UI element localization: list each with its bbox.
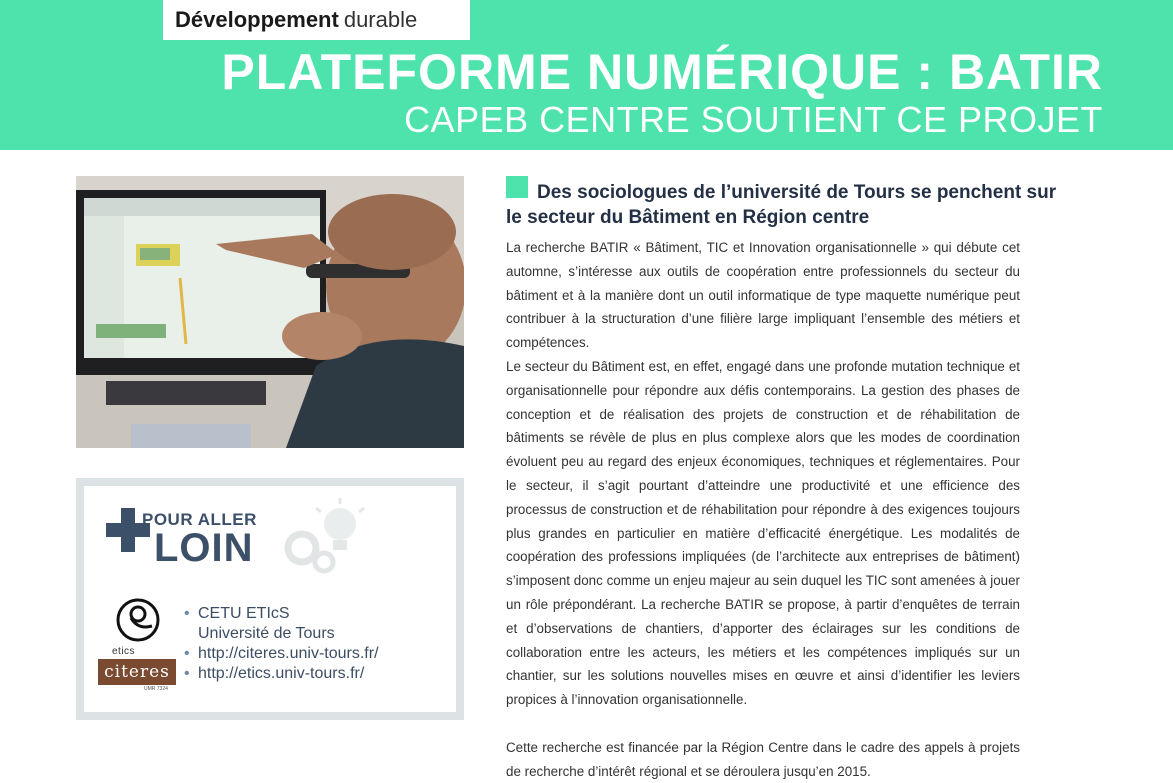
loin-label: LOIN: [154, 526, 254, 570]
citeres-logo: [98, 659, 176, 685]
article-photo: [76, 176, 464, 448]
citeres-logo-sub: UMR 7324: [144, 686, 168, 692]
article-paragraph: La recherche BATIR « Bâtiment, TIC et Innovation organisationnelle » qui débute cet automne, s’intéresse aux outils de coopération entre professionnels du secteur du bâtiment et à la manière dont un outil informatique de type maquette numérique peut contribuer à la structuration d’une filière large impliquant l’ensemble des métiers et compétences.: [506, 240, 1020, 351]
resources-list: [184, 604, 379, 684]
list-item: Université de Tours: [198, 625, 335, 642]
citeres-link[interactable]: • http://citeres.univ-tours.fr/: [184, 644, 379, 664]
article-body: [506, 236, 1020, 783]
photo-illustration: [76, 176, 464, 448]
article-title: Des sociologues de l’université de Tours se penchent sur le secteur du Bâtiment en Région centre: [506, 182, 1057, 228]
etics-logo-text: etics: [112, 646, 136, 657]
pour-aller-label: POUR ALLER: [142, 510, 257, 529]
etics-link[interactable]: • http://etics.univ-tours.fr/: [184, 664, 379, 684]
further-reading-box: [76, 478, 464, 720]
page-title: PLATEFORME NUMÉRIQUE : BATIR: [221, 44, 1103, 100]
gears-lightbulb-icon: [280, 496, 372, 576]
article-paragraph: Cette recherche est financée par la Région Centre dans le cadre des appels à projets de recherche d’intérêt régional et se déroulera jusqu’en 2015.: [506, 739, 1020, 779]
section-name-strong: Développement: [175, 7, 339, 32]
section-name-light: durable: [343, 7, 418, 32]
list-item: • CETU ETIcS: [184, 604, 379, 624]
article-paragraph: Le secteur du Bâtiment est, en effet, engagé dans une profonde mutation technique et organisationnelle pour répondre aux défis contemporains. La gestion des phases de conception et de réalisation des projets de construction et de réhabilitation de bâtiments se révèle de plus en plus complexe alors que les modes de coordination évoluent peu au regard des enjeux économiques, techniques et réglementaires. Pour le secteur, il s’agit pourtant d’atteindre une productivité et une efficience des processus de construction et de réhabilitation pour répondre à des exigences toujours plus grandes en particulier en matière d’efficacité énergétique. Les modalités de coopération des professions impliquées (de l’architecte aux entreprises de bâtiment) s’imposent donc comme un enjeu majeur au sein duquel les TIC sont amenées à jouer un rôle prépondérant. La recherche BATIR se propose, à partir d’enquêtes de terrain et d’observations de chantiers, d’apporter des éclairages sur les conditions de collaboration entre les acteurs, les métiers et les compétences impliqués sur un chantier, sur les solutions nouvelles mises en œuvre et ainsi d’identifier les leviers propices à l’innovation organisationnelle.: [506, 358, 1020, 708]
section-tab: [163, 0, 470, 40]
page-subtitle: CAPEB CENTRE SOUTIENT CE PROJET: [404, 99, 1103, 140]
citeres-logo-text: citeres: [104, 662, 170, 682]
